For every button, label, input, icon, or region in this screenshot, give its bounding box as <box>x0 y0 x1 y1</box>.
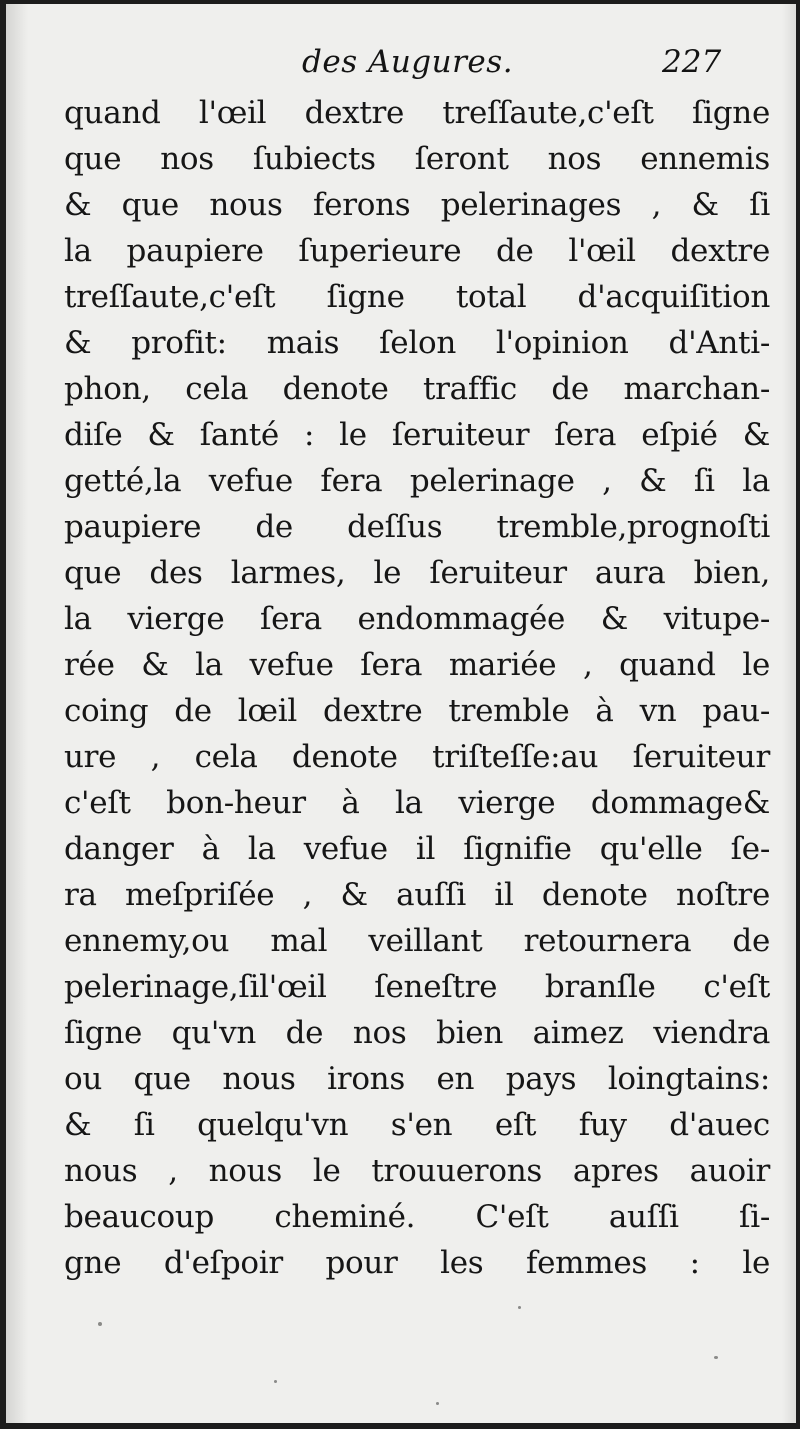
text-line-12: la vierge ſera endommagée & vitupe- <box>64 601 770 637</box>
text-line-10: paupiere de deſſus tremble,prognoſti <box>64 509 770 545</box>
paper-speck <box>98 1322 102 1326</box>
text-line-9: getté,la vefue fera pelerinage , & ſi la <box>64 463 770 499</box>
text-line-15: ure , cela denote triſteſſe:au ſeruiteur <box>64 739 770 775</box>
book-page <box>6 4 796 1423</box>
running-head <box>6 44 796 90</box>
body-text <box>64 90 770 1286</box>
text-line-19: ennemy,ou mal veillant retournera de <box>64 923 770 959</box>
text-line-11: que des larmes, le ſeruiteur aura bien, <box>64 555 770 591</box>
text-line-8: diſe & ſanté : le ſeruiteur ſera eſpié & <box>64 417 770 453</box>
running-head-title: des Augures. <box>302 44 514 80</box>
text-line-22: ou que nous irons en pays loingtains: <box>64 1061 770 1097</box>
text-line-23: & ſi quelqu'vn s'en eſt fuy d'auec <box>64 1107 770 1143</box>
text-line-7: phon, cela denote traffic de marchan- <box>64 371 770 407</box>
text-line-2: que nos ſubiects ſeront nos ennemis <box>64 141 770 177</box>
text-line-1: quand l'œil dextre treſſaute,c'eſt ſigne <box>64 95 770 131</box>
paper-speck <box>714 1356 718 1359</box>
text-line-24: nous , nous le trouuerons apres auoir <box>64 1153 770 1189</box>
text-line-13: rée & la vefue ſera mariée , quand le <box>64 647 770 683</box>
text-line-16: c'eſt bon-heur à la vierge dommage& <box>64 785 770 821</box>
text-line-18: ra meſpriſée , & auſſi il denote noſtre <box>64 877 770 913</box>
text-line-21: ſigne qu'vn de nos bien aimez viendra <box>64 1015 770 1051</box>
text-line-4: la paupiere ſuperieure de l'œil dextre <box>64 233 770 269</box>
paper-speck <box>518 1306 521 1309</box>
text-line-3: & que nous ferons pelerinages , & ſi <box>64 187 770 223</box>
text-line-25: beaucoup cheminé. C'eſt auſſi ſi- <box>64 1199 770 1235</box>
text-line-20: pelerinage,ſil'œil ſeneſtre branſle c'eſt <box>64 969 770 1005</box>
text-line-14: coing de lœil dextre tremble à vn pau- <box>64 693 770 729</box>
text-line-6: & profit: mais ſelon l'opinion d'Anti- <box>64 325 770 361</box>
text-line-26: gne d'eſpoir pour les femmes : le <box>64 1245 770 1281</box>
text-line-5: treſſaute,c'eſt ſigne total d'acquiſition <box>64 279 770 315</box>
page-edge-shadow-left <box>6 4 28 1423</box>
page-edge-shadow-right <box>782 4 796 1423</box>
paper-speck <box>436 1402 439 1405</box>
text-line-17: danger à la vefue il ſignifie qu'elle ſe- <box>64 831 770 867</box>
page-number: 227 <box>662 44 722 80</box>
paper-speck <box>274 1380 277 1383</box>
